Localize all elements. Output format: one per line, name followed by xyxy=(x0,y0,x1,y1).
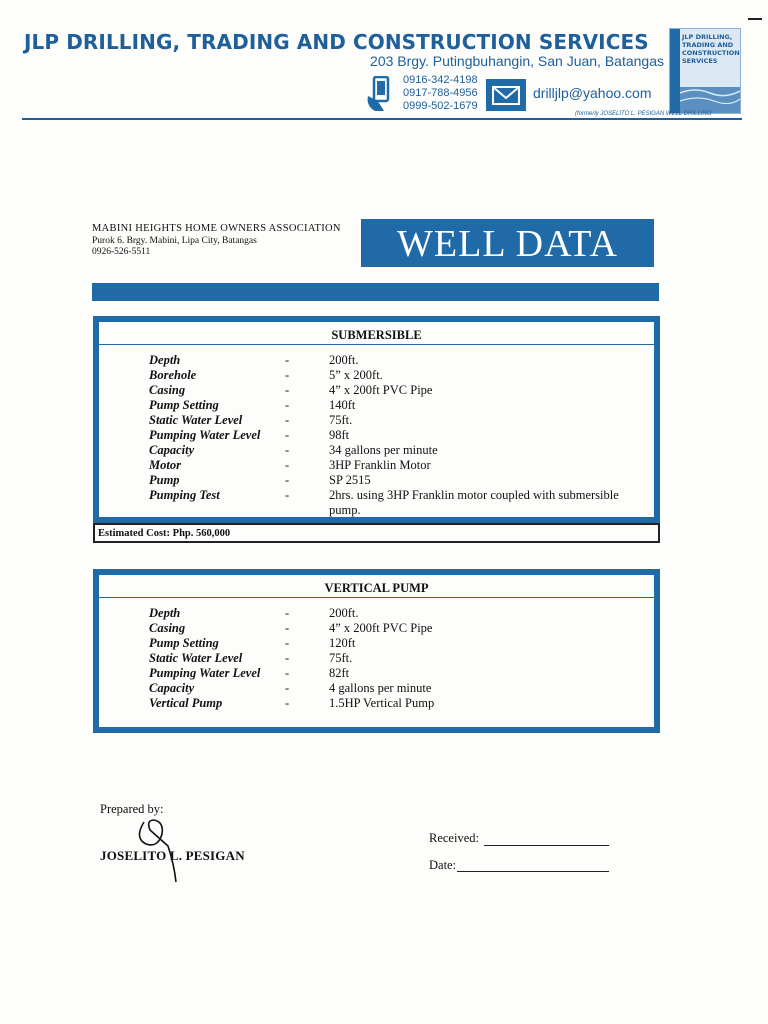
spec-dash: - xyxy=(285,696,290,710)
spec-row xyxy=(99,621,654,636)
spec-value: SP 2515 xyxy=(329,473,371,487)
estimated-cost: Estimated Cost: Php. 560,000 xyxy=(93,523,660,543)
spec-label: Pumping Test xyxy=(149,488,220,502)
spec-row xyxy=(99,681,654,696)
spec-value: 34 gallons per minute xyxy=(329,443,438,457)
received-label: Received: xyxy=(429,831,479,845)
client-phone: 0926-526-5511 xyxy=(92,247,151,257)
phone-number: 0999-502-1679 xyxy=(403,100,478,112)
spec-value: 82ft xyxy=(329,666,350,680)
spec-value: 120ft xyxy=(329,636,356,650)
spec-label: Pump Setting xyxy=(149,398,219,412)
spec-label: Depth xyxy=(149,606,181,620)
phone-number: 0917-788-4956 xyxy=(403,87,478,99)
spec-label: Motor xyxy=(149,458,181,472)
spec-value: 140ft xyxy=(329,398,356,412)
spec-row xyxy=(99,353,654,368)
spec-row xyxy=(99,458,654,473)
spec-value: 3HP Franklin Motor xyxy=(329,458,431,472)
header-divider xyxy=(22,118,742,120)
spec-dash: - xyxy=(285,621,290,635)
spec-dash: - xyxy=(285,368,290,382)
spec-value: 200ft. xyxy=(329,353,359,367)
corner-mark xyxy=(748,18,762,20)
spec-label: Depth xyxy=(149,353,181,367)
spec-label: Pumping Water Level xyxy=(149,428,261,442)
panel-title-divider xyxy=(99,344,654,345)
spec-row xyxy=(99,473,654,488)
spec-row xyxy=(99,383,654,398)
spec-label: Pump xyxy=(149,473,180,487)
spec-dash: - xyxy=(285,383,290,397)
spec-row xyxy=(99,666,654,681)
spec-row xyxy=(99,443,654,458)
spec-value: 75ft. xyxy=(329,413,353,427)
spec-label: Casing xyxy=(149,621,186,635)
phone-number: 0916-342-4198 xyxy=(403,74,478,86)
spec-row xyxy=(99,488,654,517)
spec-value: 98ft xyxy=(329,428,350,442)
spec-value: 4 gallons per minute xyxy=(329,681,432,695)
panel-title-divider xyxy=(99,597,654,598)
spec-label: Static Water Level xyxy=(149,413,243,427)
panel-title: SUBMERSIBLE xyxy=(331,328,422,342)
logo-text: JLP DRILLING, TRADING AND CONSTRUCTION SERVICES xyxy=(682,33,740,65)
document-title: WELL DATA xyxy=(361,219,654,267)
spec-dash: - xyxy=(285,681,290,695)
spec-value: 5” x 200ft. xyxy=(329,368,383,382)
spec-label: Casing xyxy=(149,383,186,397)
spec-dash: - xyxy=(285,651,290,665)
spec-value: 2hrs. using 3HP Franklin motor coupled with submersible pump. xyxy=(329,488,619,517)
company-logo xyxy=(669,28,741,114)
spec-dash: - xyxy=(285,666,290,680)
spec-row xyxy=(99,651,654,666)
spec-label: Static Water Level xyxy=(149,651,243,665)
prepared-by-label: Prepared by: xyxy=(100,802,164,816)
company-address: 203 Brgy. Putingbuhangin, San Juan, Batangas xyxy=(370,53,664,69)
mail-icon xyxy=(486,79,526,111)
panel-title: VERTICAL PUMP xyxy=(324,581,429,595)
formerly-note: (formerly JOSELITO L. PESIGAN WELL DRILLING xyxy=(575,111,712,117)
vertical-pump-panel xyxy=(93,569,660,733)
signature-mark xyxy=(124,808,204,884)
spec-dash: - xyxy=(285,606,290,620)
company-name: JLP DRILLING, TRADING AND CONSTRUCTION SERVICES xyxy=(24,30,649,54)
spec-dash: - xyxy=(285,473,290,487)
spec-row xyxy=(99,413,654,428)
spec-row xyxy=(99,368,654,383)
spec-value: 1.5HP Vertical Pump xyxy=(329,696,435,710)
spec-dash: - xyxy=(285,428,290,442)
client-name: MABINI HEIGHTS HOME OWNERS ASSOCIATION xyxy=(92,223,341,234)
date-label: Date: xyxy=(429,858,457,872)
preparer-name: JOSELITO L. PESIGAN xyxy=(100,848,245,863)
client-address: Purok 6. Brgy. Mabini, Lipa City, Batangas xyxy=(92,236,257,246)
company-phones xyxy=(403,74,483,113)
spec-dash: - xyxy=(285,443,290,457)
spec-label: Vertical Pump xyxy=(149,696,223,710)
spec-label: Pumping Water Level xyxy=(149,666,261,680)
spec-row xyxy=(99,696,654,711)
received-signature-line xyxy=(484,845,609,846)
spec-dash: - xyxy=(285,636,290,650)
company-email: drilljlp@yahoo.com xyxy=(533,85,652,101)
phone-icon xyxy=(366,76,394,112)
spec-row xyxy=(99,398,654,413)
spec-dash: - xyxy=(285,353,290,367)
spec-value: 200ft. xyxy=(329,606,359,620)
spec-value: 4” x 200ft PVC Pipe xyxy=(329,383,433,397)
spec-row xyxy=(99,428,654,443)
spec-dash: - xyxy=(285,413,290,427)
spec-value: 75ft. xyxy=(329,651,353,665)
spec-dash: - xyxy=(285,488,290,502)
title-bar xyxy=(92,283,659,301)
spec-label: Capacity xyxy=(149,681,195,695)
spec-dash: - xyxy=(285,398,290,412)
spec-row xyxy=(99,636,654,651)
spec-value: 4” x 200ft PVC Pipe xyxy=(329,621,433,635)
spec-label: Borehole xyxy=(149,368,197,382)
spec-label: Pump Setting xyxy=(149,636,219,650)
submersible-panel xyxy=(93,316,660,523)
spec-row xyxy=(99,606,654,621)
spec-label: Capacity xyxy=(149,443,195,457)
spec-dash: - xyxy=(285,458,290,472)
date-line xyxy=(457,871,609,872)
